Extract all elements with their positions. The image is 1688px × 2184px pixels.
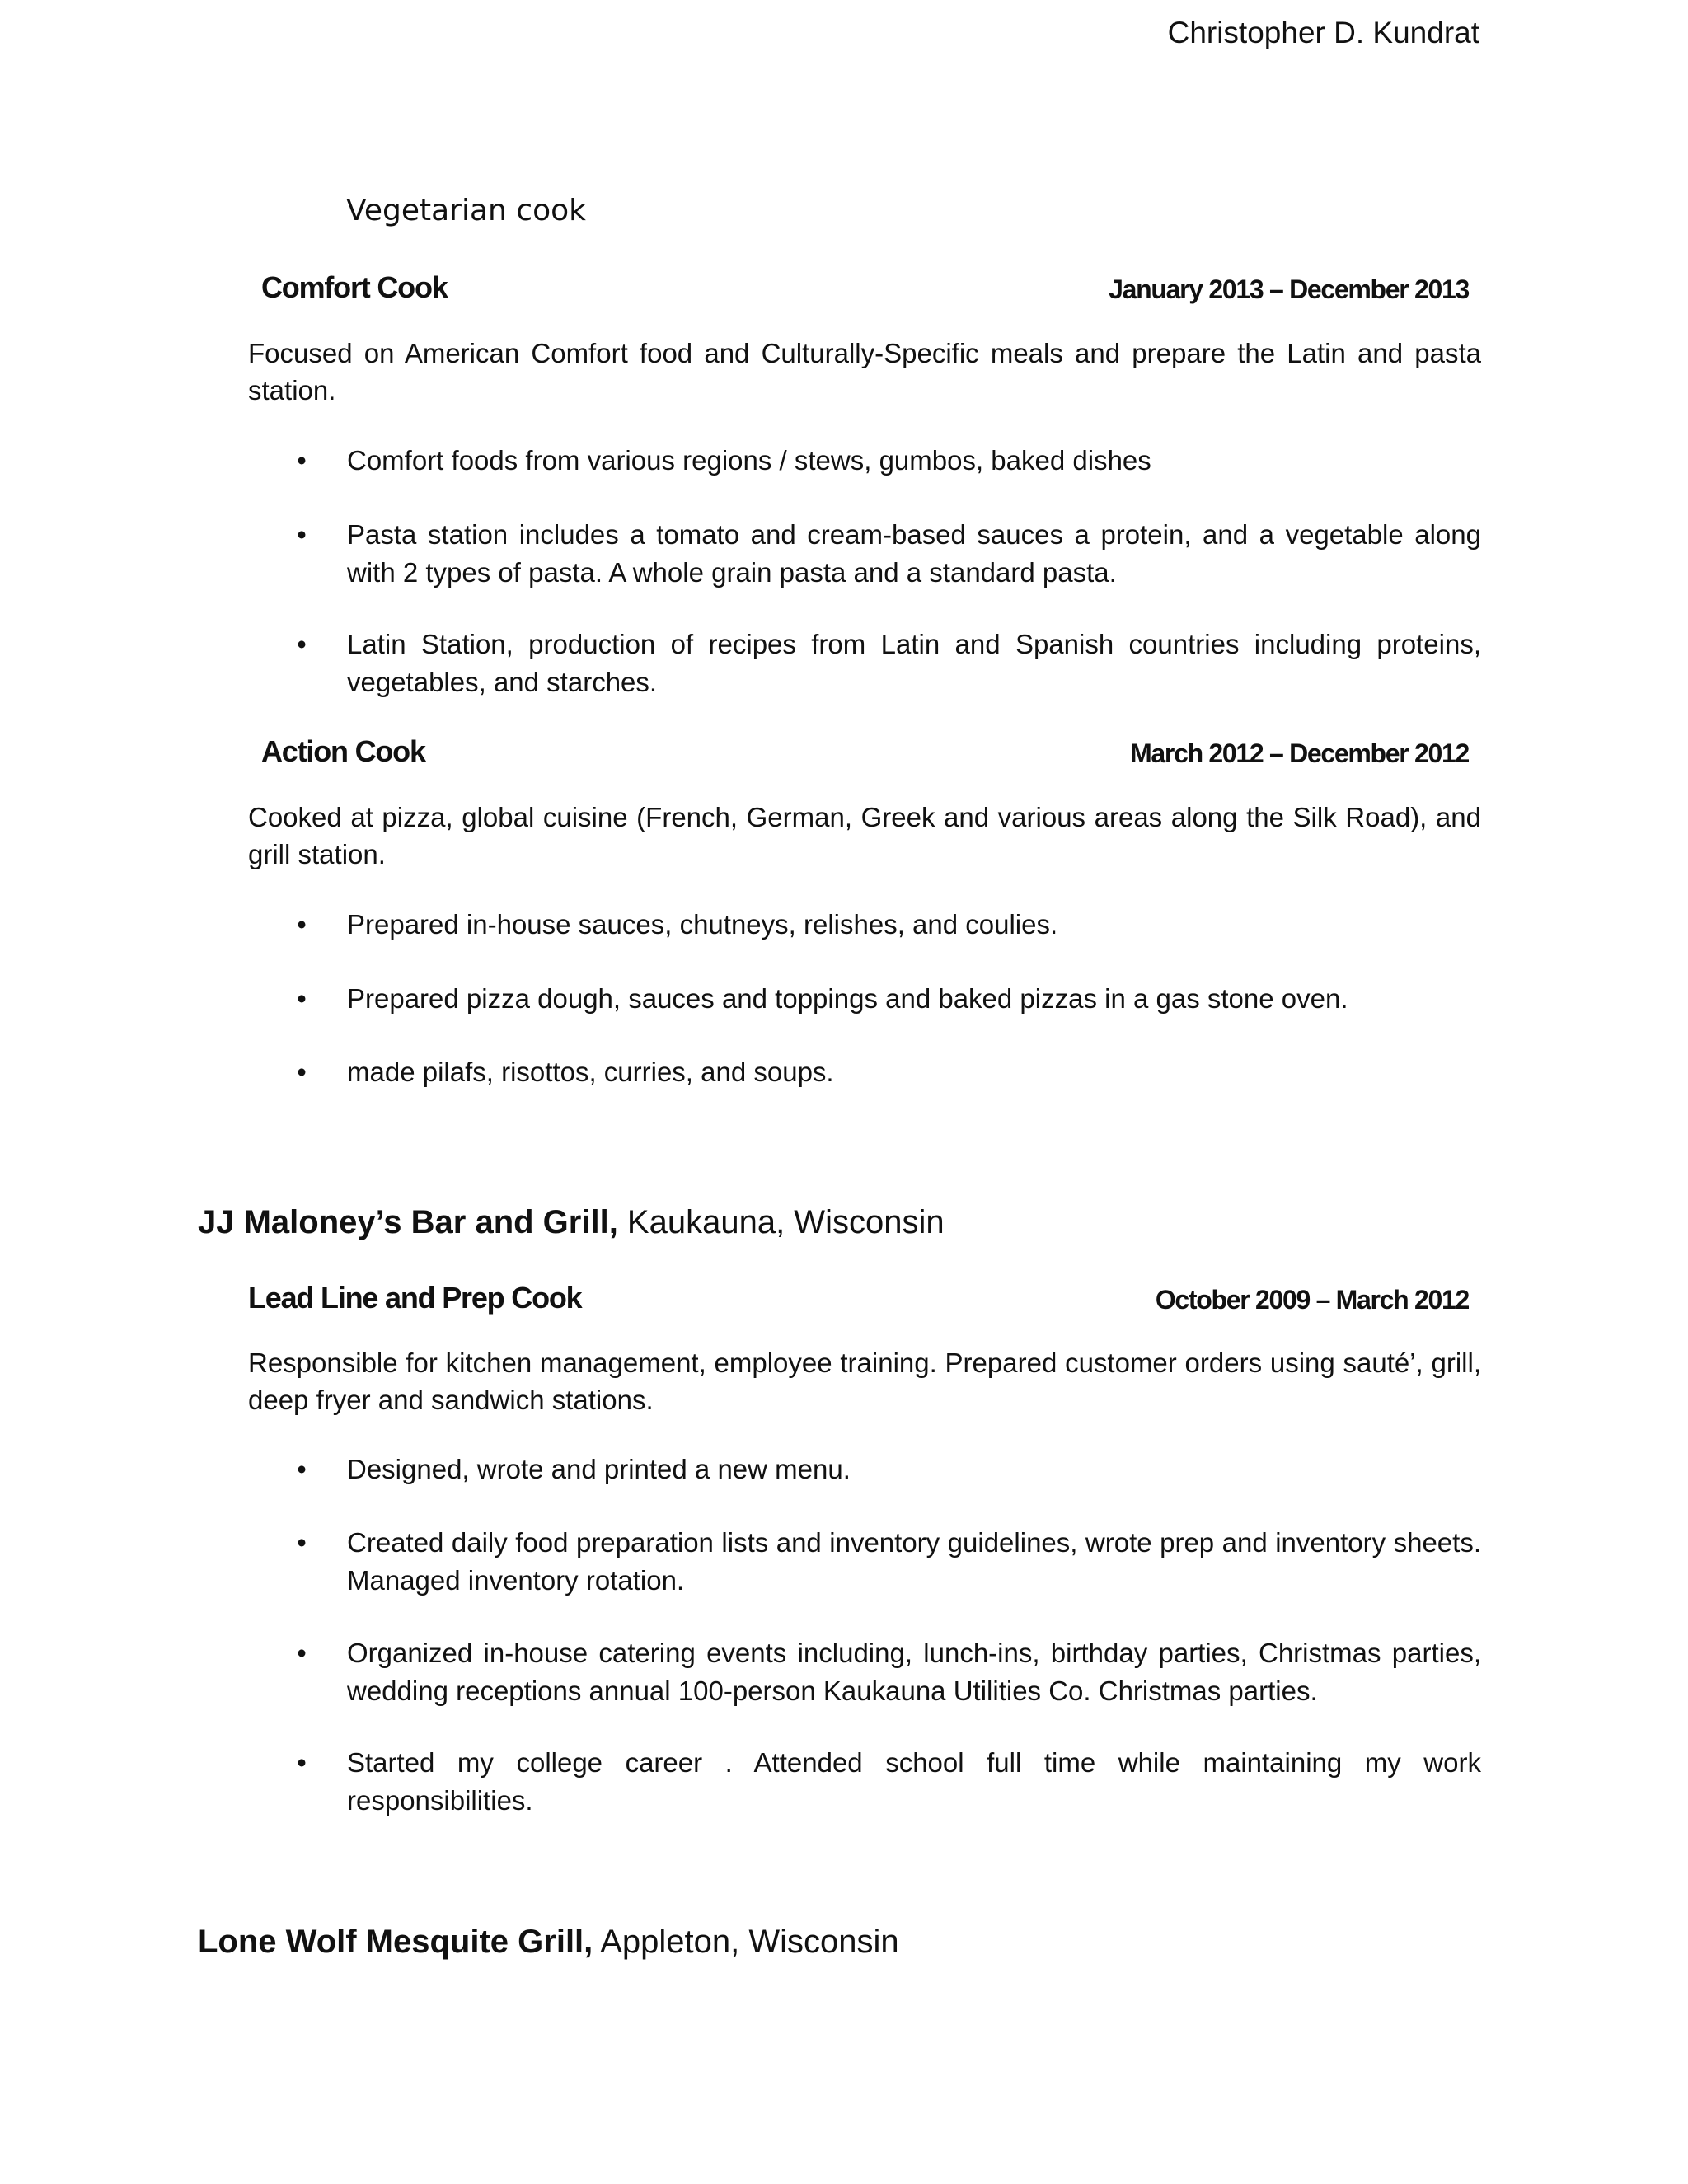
company-name: JJ Maloney’s Bar and Grill, [198, 1204, 618, 1240]
company-lone-wolf [198, 1921, 899, 1962]
role-title-action-cook: Action Cook [261, 734, 425, 768]
list-item [248, 626, 1481, 701]
bullet-icon: • [297, 519, 307, 550]
role-dates-comfort-cook: January 2013 – December 2013 [1109, 274, 1469, 304]
list-item [248, 1634, 1481, 1710]
bullet-icon: • [297, 909, 307, 940]
list-item-text: Started my college career . Attended school full time while maintaining my work responsibilities. [347, 1747, 1481, 1816]
list-item-text: Pasta station includes a tomato and cream-based sauces a protein, and a vegetable along with 2 types of pasta. A whole grain pasta and a standard pasta. [347, 519, 1481, 588]
role-summary-lead-line-prep-cook: Responsible for kitchen management, employee training. Prepared customer orders using sauté’, grill, deep fryer and sandwich stations. [248, 1347, 1481, 1415]
list-item [248, 516, 1481, 592]
header-name: Christopher D. Kundrat [1167, 16, 1479, 49]
list-item [248, 442, 1481, 480]
list-item [248, 906, 1481, 944]
bullet-icon: • [297, 629, 307, 659]
bullet-icon: • [297, 1057, 307, 1087]
role-dates-action-cook: March 2012 – December 2012 [1130, 738, 1469, 768]
bullet-icon: • [297, 1527, 307, 1558]
bullet-icon: • [297, 445, 307, 476]
list-item [248, 1053, 1481, 1091]
list-item-text: Comfort foods from various regions / stews, gumbos, baked dishes [347, 445, 1151, 476]
role-summary-action-cook: Cooked at pizza, global cuisine (French, German, Greek and various areas along the Silk Road), and grill station. [248, 802, 1481, 869]
list-item [248, 980, 1481, 1018]
company-name: Lone Wolf Mesquite Grill, [198, 1924, 593, 1960]
list-item [248, 1451, 1481, 1488]
role-summary-comfort-cook: Focused on American Comfort food and Culturally-Specific meals and prepare the Latin and pasta station. [248, 338, 1481, 405]
list-item-text: made pilafs, risottos, curries, and soups. [347, 1057, 834, 1087]
bullet-icon: • [297, 1638, 307, 1668]
bullet-icon: • [297, 983, 307, 1014]
role-title-lead-line-prep-cook: Lead Line and Prep Cook [248, 1281, 582, 1315]
list-item-text: Prepared pizza dough, sauces and toppings and baked pizzas in a gas stone oven. [347, 983, 1348, 1014]
role-dates-lead-line-prep-cook: October 2009 – March 2012 [1155, 1285, 1469, 1315]
company-jj-maloneys [198, 1202, 945, 1243]
list-item-text: Designed, wrote and printed a new menu. [347, 1454, 851, 1484]
list-item-text: Organized in-house catering events including, lunch-ins, birthday parties, Christmas parties, wedding receptions annual 100-person Kaukauna Utilities Co. Christmas parties. [347, 1638, 1481, 1706]
bullet-icon: • [297, 1747, 307, 1778]
role-title-comfort-cook: Comfort Cook [261, 270, 448, 304]
list-item [248, 1744, 1481, 1820]
list-item-text: Latin Station, production of recipes from Latin and Spanish countries including proteins, vegetables, and starches. [347, 629, 1481, 697]
company-location: Kaukauna, Wisconsin [617, 1204, 945, 1240]
list-item [248, 1524, 1481, 1600]
list-item-text: Created daily food preparation lists and inventory guidelines, wrote prep and inventory sheets. Managed inventory rotation. [347, 1527, 1481, 1596]
list-item-text: Prepared in-house sauces, chutneys, relishes, and coulies. [347, 909, 1058, 940]
fragment-text: Vegetarian cook [346, 194, 586, 227]
bullet-icon: • [297, 1454, 307, 1484]
company-location: Appleton, Wisconsin [593, 1924, 899, 1960]
